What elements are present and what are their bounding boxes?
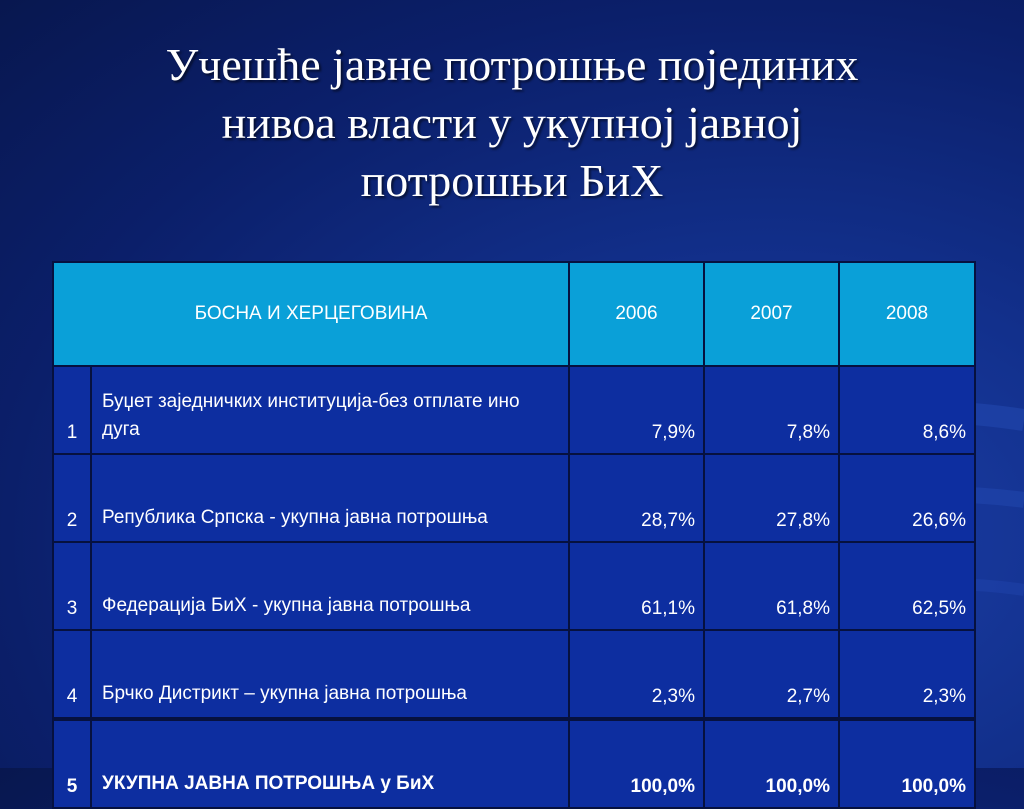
cell-2006: 2,3% xyxy=(569,630,704,719)
slide-title-line-2: нивоа власти у укупној јавној xyxy=(221,97,803,148)
public-spending-table xyxy=(52,261,976,809)
slide-title-line-3: потрошњи БиХ xyxy=(360,155,664,206)
table-row-total xyxy=(53,719,975,808)
row-label: УКУПНА ЈАВНА ПОТРОШЊА у БиХ xyxy=(91,719,569,808)
table-row xyxy=(53,630,975,719)
slide-title xyxy=(40,36,984,210)
row-label: Буџет заједничких институција-без отплате ино дуга xyxy=(91,366,569,454)
cell-2006: 7,9% xyxy=(569,366,704,454)
cell-2008: 2,3% xyxy=(839,630,975,719)
row-number: 3 xyxy=(53,542,91,630)
table-row xyxy=(53,366,975,454)
header-year-2008: 2008 xyxy=(839,262,975,366)
cell-2008: 62,5% xyxy=(839,542,975,630)
cell-2008: 8,6% xyxy=(839,366,975,454)
header-year-2007: 2007 xyxy=(704,262,839,366)
cell-2006: 61,1% xyxy=(569,542,704,630)
row-label: Република Српска - укупна јавна потрошња xyxy=(91,454,569,542)
row-label: Брчко Дистрикт – укупна јавна потрошња xyxy=(91,630,569,719)
table-row xyxy=(53,454,975,542)
row-number: 2 xyxy=(53,454,91,542)
table-header-row xyxy=(53,262,975,366)
cell-2007: 2,7% xyxy=(704,630,839,719)
cell-2008: 26,6% xyxy=(839,454,975,542)
header-year-2006: 2006 xyxy=(569,262,704,366)
cell-2007: 100,0% xyxy=(704,719,839,808)
header-country: БОСНА И ХЕРЦЕГОВИНА xyxy=(53,262,569,366)
cell-2007: 61,8% xyxy=(704,542,839,630)
slide-title-line-1: Учешће јавне потрошње појединих xyxy=(165,39,859,90)
cell-2007: 27,8% xyxy=(704,454,839,542)
row-number: 5 xyxy=(53,719,91,808)
row-number: 1 xyxy=(53,366,91,454)
row-number: 4 xyxy=(53,630,91,719)
table-row xyxy=(53,542,975,630)
cell-2006: 28,7% xyxy=(569,454,704,542)
row-label: Федерација БиХ - укупна јавна потрошња xyxy=(91,542,569,630)
cell-2008: 100,0% xyxy=(839,719,975,808)
cell-2006: 100,0% xyxy=(569,719,704,808)
cell-2007: 7,8% xyxy=(704,366,839,454)
